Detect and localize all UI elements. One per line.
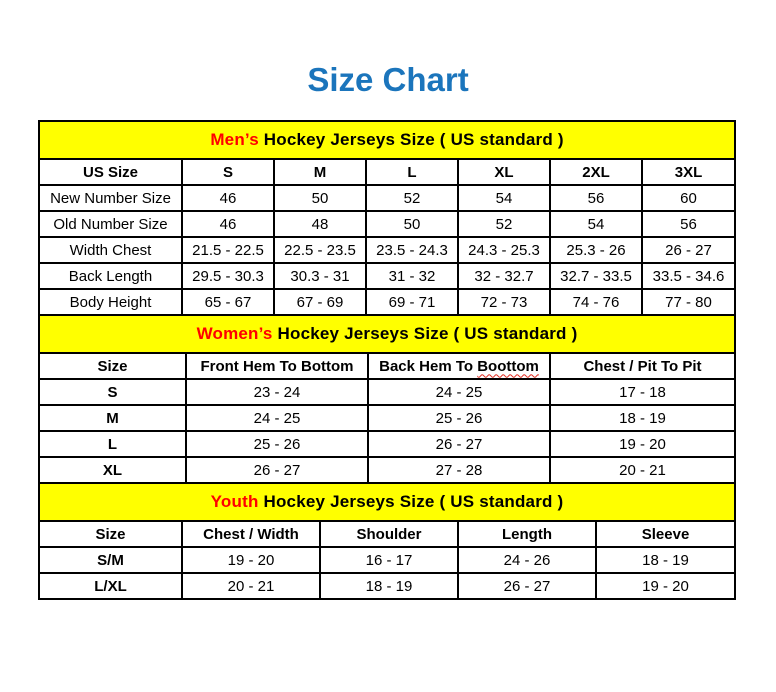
table-cell: 16 - 17 — [320, 547, 458, 573]
table-cell: 26 - 27 — [186, 457, 368, 483]
mens-section-rest: Hockey Jerseys Size ( US standard ) — [258, 130, 564, 149]
table-cell: 18 - 19 — [596, 547, 735, 573]
table-cell: 19 - 20 — [596, 573, 735, 599]
table-cell: 18 - 19 — [320, 573, 458, 599]
table-cell: 50 — [366, 211, 458, 237]
table-cell: 65 - 67 — [182, 289, 274, 315]
table-cell: 19 - 20 — [550, 431, 735, 457]
table-row — [39, 573, 735, 599]
mens-col-header-m: M — [274, 159, 366, 185]
table-cell: 32.7 - 33.5 — [550, 263, 642, 289]
table-row — [39, 405, 735, 431]
womens-col-header-front-hem: Front Hem To Bottom — [186, 353, 368, 379]
mens-row-label: New Number Size — [39, 185, 182, 211]
youth-section-band — [39, 483, 735, 521]
table-cell: 60 — [642, 185, 735, 211]
table-cell: 26 - 27 — [642, 237, 735, 263]
table-cell: 24 - 25 — [186, 405, 368, 431]
youth-section-highlight: Youth — [210, 492, 259, 511]
youth-row-label: S/M — [39, 547, 182, 573]
mens-section-highlight: Men’s — [210, 130, 259, 149]
mens-row-label: Back Length — [39, 263, 182, 289]
mens-col-header-ussize: US Size — [39, 159, 182, 185]
womens-row-label: S — [39, 379, 186, 405]
table-row — [39, 185, 735, 211]
table-row — [39, 379, 735, 405]
youth-col-header-size: Size — [39, 521, 182, 547]
youth-col-header-length: Length — [458, 521, 596, 547]
table-cell: 24 - 26 — [458, 547, 596, 573]
womens-row-label: XL — [39, 457, 186, 483]
table-cell: 25 - 26 — [186, 431, 368, 457]
table-cell: 74 - 76 — [550, 289, 642, 315]
table-cell: 52 — [458, 211, 550, 237]
table-cell: 56 — [642, 211, 735, 237]
youth-row-label: L/XL — [39, 573, 182, 599]
womens-size-table — [38, 314, 736, 484]
table-row — [39, 431, 735, 457]
mens-section-band — [39, 121, 735, 159]
table-cell: 72 - 73 — [458, 289, 550, 315]
table-cell: 77 - 80 — [642, 289, 735, 315]
mens-col-header-xl: XL — [458, 159, 550, 185]
youth-col-header-sleeve: Sleeve — [596, 521, 735, 547]
youth-header-row — [39, 521, 735, 547]
table-cell: 23 - 24 — [186, 379, 368, 405]
table-cell: 27 - 28 — [368, 457, 550, 483]
table-cell: 54 — [458, 185, 550, 211]
youth-section-title — [39, 483, 735, 521]
table-row — [39, 237, 735, 263]
table-cell: 26 - 27 — [458, 573, 596, 599]
mens-size-table — [38, 120, 736, 316]
youth-section-rest: Hockey Jerseys Size ( US standard ) — [258, 492, 564, 511]
table-cell: 19 - 20 — [182, 547, 320, 573]
table-cell: 29.5 - 30.3 — [182, 263, 274, 289]
table-cell: 30.3 - 31 — [274, 263, 366, 289]
back-hem-misspelled-word: Boottom — [477, 357, 539, 375]
table-cell: 69 - 71 — [366, 289, 458, 315]
table-cell: 33.5 - 34.6 — [642, 263, 735, 289]
mens-col-header-l: L — [366, 159, 458, 185]
table-cell: 17 - 18 — [550, 379, 735, 405]
table-cell: 56 — [550, 185, 642, 211]
table-cell: 21.5 - 22.5 — [182, 237, 274, 263]
mens-col-header-3xl: 3XL — [642, 159, 735, 185]
womens-col-header-back-hem — [368, 353, 550, 379]
mens-col-header-2xl: 2XL — [550, 159, 642, 185]
table-cell: 32 - 32.7 — [458, 263, 550, 289]
mens-row-label: Body Height — [39, 289, 182, 315]
table-row — [39, 263, 735, 289]
table-cell: 46 — [182, 211, 274, 237]
table-cell: 24.3 - 25.3 — [458, 237, 550, 263]
table-cell: 46 — [182, 185, 274, 211]
youth-size-table — [38, 482, 736, 600]
table-cell: 52 — [366, 185, 458, 211]
womens-row-label: M — [39, 405, 186, 431]
womens-section-highlight: Women’s — [196, 324, 273, 343]
table-cell: 20 - 21 — [182, 573, 320, 599]
table-row — [39, 457, 735, 483]
table-cell: 23.5 - 24.3 — [366, 237, 458, 263]
youth-col-header-chest: Chest / Width — [182, 521, 320, 547]
table-cell: 20 - 21 — [550, 457, 735, 483]
mens-col-header-s: S — [182, 159, 274, 185]
page-title: Size Chart — [307, 61, 469, 98]
womens-section-title — [39, 315, 735, 353]
mens-row-label: Old Number Size — [39, 211, 182, 237]
mens-header-row — [39, 159, 735, 185]
size-chart-tables — [38, 120, 736, 600]
womens-header-row — [39, 353, 735, 379]
table-cell: 24 - 25 — [368, 379, 550, 405]
table-cell: 22.5 - 23.5 — [274, 237, 366, 263]
table-cell: 48 — [274, 211, 366, 237]
table-row — [39, 289, 735, 315]
mens-section-title — [39, 121, 735, 159]
table-cell: 31 - 32 — [366, 263, 458, 289]
table-row — [39, 547, 735, 573]
womens-row-label: L — [39, 431, 186, 457]
womens-section-band — [39, 315, 735, 353]
table-row — [39, 211, 735, 237]
womens-col-header-chest: Chest / Pit To Pit — [550, 353, 735, 379]
youth-col-header-shoulder: Shoulder — [320, 521, 458, 547]
table-cell: 50 — [274, 185, 366, 211]
table-cell: 25.3 - 26 — [550, 237, 642, 263]
table-cell: 18 - 19 — [550, 405, 735, 431]
table-cell: 26 - 27 — [368, 431, 550, 457]
table-cell: 67 - 69 — [274, 289, 366, 315]
table-cell: 25 - 26 — [368, 405, 550, 431]
mens-row-label: Width Chest — [39, 237, 182, 263]
womens-section-rest: Hockey Jerseys Size ( US standard ) — [272, 324, 578, 343]
womens-col-header-size: Size — [39, 353, 186, 379]
back-hem-prefix: Back Hem To — [379, 357, 478, 375]
table-cell: 54 — [550, 211, 642, 237]
